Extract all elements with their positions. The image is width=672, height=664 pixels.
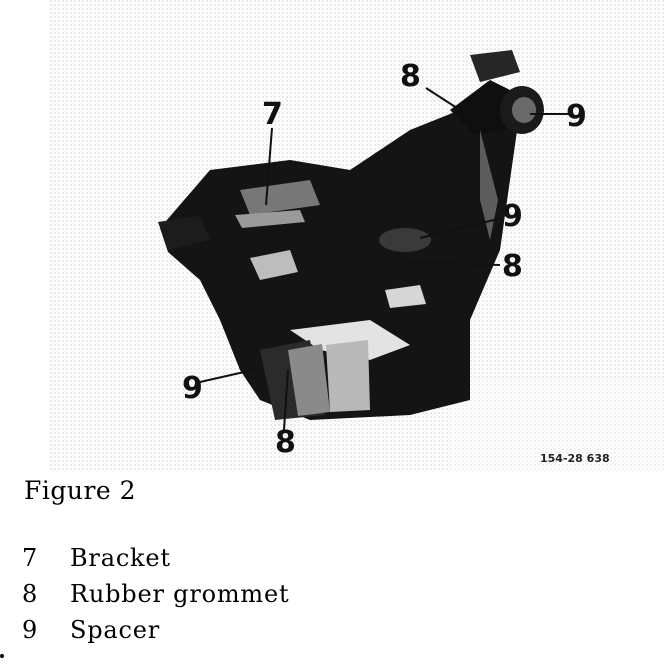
callout-9-top-right: 9 [566,99,587,134]
callout-8-bottom: 8 [275,425,296,460]
legend-text: Spacer [70,616,161,644]
legend-item [22,612,289,648]
figure-caption: Figure 2 [24,476,137,505]
legend-text: Bracket [70,544,171,572]
legend-list [22,540,289,648]
legend-number: 7 [22,544,38,572]
legend-number: 8 [22,580,38,608]
figure-photo [50,0,664,474]
legend-item [22,540,289,576]
bullet-dot [0,654,4,658]
reference-code: 154-28 638 [540,452,610,465]
legend-text: Rubber grommet [70,580,290,608]
bracket-illustration [50,0,664,474]
callout-9-left: 9 [182,371,203,406]
callout-7: 7 [262,97,283,132]
callout-8-top: 8 [400,59,421,94]
callout-8-middle: 8 [502,249,523,284]
legend-item [22,576,289,612]
callout-9-middle: 9 [502,199,523,234]
legend-number: 9 [22,616,38,644]
